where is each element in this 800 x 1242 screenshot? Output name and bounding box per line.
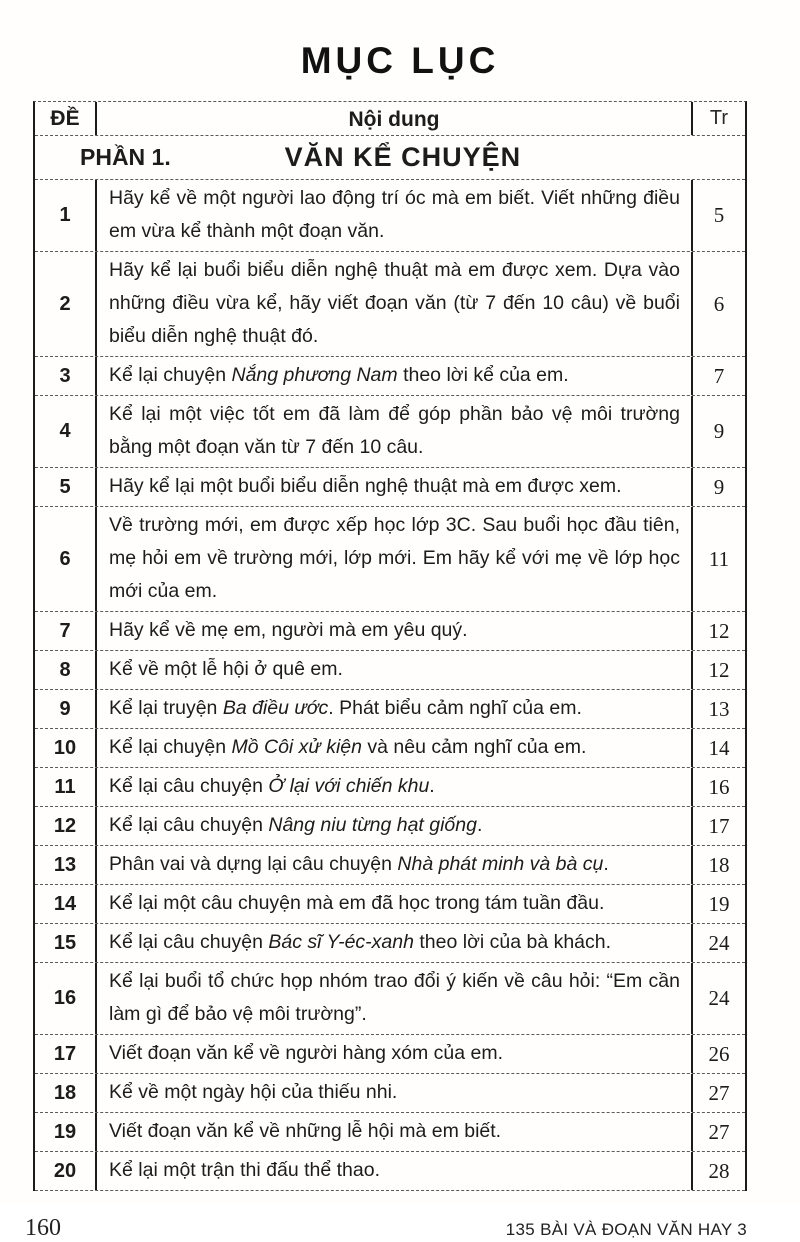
row-page-number: 5 <box>691 180 745 251</box>
table-row <box>35 807 745 846</box>
content-text: Hãy kể lại buổi biểu diễn nghệ thuật mà em được xem. Dựa vào những điều vừa kể, hãy viết đoạn văn (từ 7 đến 10 câu) về buổi biểu diễn nghệ thuật đó. <box>109 259 680 347</box>
content-text: Kể lại buổi tổ chức họp nhóm trao đổi ý kiến về câu hỏi: “Em cần làm gì để bảo vệ môi trường”. <box>109 970 680 1025</box>
row-content <box>97 1074 691 1112</box>
content-text: . <box>476 814 483 836</box>
row-number: 15 <box>35 924 97 962</box>
table-body <box>35 180 745 1191</box>
content-text: Kể lại chuyện <box>109 736 232 758</box>
table-row <box>35 768 745 807</box>
row-number: 11 <box>35 768 97 806</box>
row-page-number: 16 <box>691 768 745 806</box>
row-page-number: 9 <box>691 396 745 467</box>
row-page-number: 12 <box>691 651 745 689</box>
row-number: 14 <box>35 885 97 923</box>
content-text: Kể lại một việc tốt em đã làm để góp phần bảo vệ môi trường bằng một đoạn văn từ 7 đến 10 câu. <box>109 403 680 458</box>
row-number: 17 <box>35 1035 97 1073</box>
row-page-number: 6 <box>691 252 745 356</box>
row-number: 20 <box>35 1152 97 1190</box>
page-footer <box>25 1215 747 1242</box>
table-row <box>35 924 745 963</box>
story-title-italic: Nâng niu từng hạt giống <box>268 814 477 836</box>
page-title: MỤC LỤC <box>300 40 500 81</box>
row-content <box>97 507 691 611</box>
row-number: 6 <box>35 507 97 611</box>
row-number: 18 <box>35 1074 97 1112</box>
content-text: Hãy kể lại một buổi biểu diễn nghệ thuật mà em được xem. <box>109 475 622 497</box>
content-text: Kể lại câu chuyện <box>109 931 269 953</box>
row-content <box>97 729 691 767</box>
row-number: 19 <box>35 1113 97 1151</box>
row-content <box>97 180 691 251</box>
table-row <box>35 1152 745 1191</box>
content-text: . Phát biểu cảm nghĩ của em. <box>328 697 582 719</box>
row-page-number: 13 <box>691 690 745 728</box>
column-header-tr: Tr <box>691 102 745 135</box>
toc-table <box>33 101 747 1191</box>
row-page-number: 18 <box>691 846 745 884</box>
content-text: Kể về một ngày hội của thiếu nhi. <box>109 1081 398 1103</box>
row-number: 3 <box>35 357 97 395</box>
row-content <box>97 651 691 689</box>
section-title: VĂN KỂ CHUYỆN <box>284 142 522 172</box>
table-row <box>35 885 745 924</box>
content-text: Hãy kể về một người lao động trí óc mà em biết. Viết những điều em vừa kể thành một đoạn văn. <box>109 187 680 242</box>
table-row <box>35 507 745 612</box>
content-text: Kể lại một trận thi đấu thể thao. <box>109 1159 381 1181</box>
content-text: Kể về một lễ hội ở quê em. <box>109 658 343 680</box>
row-content <box>97 846 691 884</box>
row-page-number: 17 <box>691 807 745 845</box>
row-number: 12 <box>35 807 97 845</box>
content-text: Hãy kể về mẹ em, người mà em yêu quý. <box>109 619 468 641</box>
section-part-label: PHẦN 1. <box>80 144 171 170</box>
row-page-number: 7 <box>691 357 745 395</box>
table-row <box>35 1035 745 1074</box>
table-row <box>35 846 745 885</box>
footer-page-number: 160 <box>25 1215 61 1241</box>
content-text: theo lời kể của em. <box>397 364 569 386</box>
content-text: Kể lại câu chuyện <box>109 814 269 836</box>
story-title-italic: Bác sĩ Y-éc-xanh <box>268 931 414 953</box>
table-row <box>35 963 745 1035</box>
table-row <box>35 1074 745 1113</box>
table-row <box>35 729 745 768</box>
row-content <box>97 468 691 506</box>
row-content <box>97 963 691 1034</box>
content-text: Phân vai và dựng lại câu chuyện <box>109 853 398 875</box>
row-content <box>97 1113 691 1151</box>
row-content <box>97 357 691 395</box>
row-number: 8 <box>35 651 97 689</box>
row-content <box>97 396 691 467</box>
row-number: 4 <box>35 396 97 467</box>
content-text: Kể lại truyện <box>109 697 223 719</box>
table-row <box>35 1113 745 1152</box>
row-number: 16 <box>35 963 97 1034</box>
table-row <box>35 612 745 651</box>
row-page-number: 24 <box>691 963 745 1034</box>
row-content <box>97 768 691 806</box>
row-content <box>97 252 691 356</box>
row-content <box>97 807 691 845</box>
row-number: 1 <box>35 180 97 251</box>
story-title-italic: Nhà phát minh và bà cụ <box>397 853 604 875</box>
row-number: 13 <box>35 846 97 884</box>
content-text: Kể lại chuyện <box>109 364 232 386</box>
section-header-row <box>35 136 745 180</box>
row-page-number: 19 <box>691 885 745 923</box>
row-content <box>97 885 691 923</box>
table-row <box>35 357 745 396</box>
row-page-number: 12 <box>691 612 745 650</box>
content-text: theo lời của bà khách. <box>413 931 612 953</box>
row-page-number: 26 <box>691 1035 745 1073</box>
row-page-number: 14 <box>691 729 745 767</box>
row-number: 2 <box>35 252 97 356</box>
table-row <box>35 180 745 252</box>
table-row <box>35 396 745 468</box>
row-page-number: 27 <box>691 1113 745 1151</box>
row-number: 5 <box>35 468 97 506</box>
column-header-noi-dung: Nội dung <box>348 107 440 131</box>
content-text: Kể lại một câu chuyện mà em đã học trong tám tuần đầu. <box>109 892 605 914</box>
story-title-italic: Ba điều ước <box>222 697 329 719</box>
table-header-row <box>35 102 745 136</box>
row-content <box>97 690 691 728</box>
content-text: Về trường mới, em được xếp học lớp 3C. Sau buổi học đầu tiên, mẹ hỏi em về trường mới, lớp mới. Em hãy kể với mẹ về lớp học mới của em. <box>109 514 680 602</box>
content-text: Viết đoạn văn kể về những lễ hội mà em biết. <box>109 1120 502 1142</box>
story-title-italic: Nắng phương Nam <box>231 364 398 386</box>
row-page-number: 9 <box>691 468 745 506</box>
table-row <box>35 651 745 690</box>
row-page-number: 27 <box>691 1074 745 1112</box>
row-page-number: 28 <box>691 1152 745 1190</box>
row-page-number: 24 <box>691 924 745 962</box>
row-number: 10 <box>35 729 97 767</box>
column-header-de: ĐỀ <box>35 102 97 135</box>
table-row <box>35 690 745 729</box>
content-text: . <box>603 853 609 875</box>
content-text: Viết đoạn văn kể về người hàng xóm của em. <box>109 1042 504 1064</box>
row-number: 7 <box>35 612 97 650</box>
story-title-italic: Mồ Côi xử kiện <box>231 736 362 758</box>
story-title-italic: Ở lại với chiến khu <box>268 775 430 797</box>
row-page-number: 11 <box>691 507 745 611</box>
row-content <box>97 1035 691 1073</box>
table-row <box>35 468 745 507</box>
row-content <box>97 924 691 962</box>
row-content <box>97 1152 691 1190</box>
table-row <box>35 252 745 357</box>
row-content <box>97 612 691 650</box>
content-text: và nêu cảm nghĩ của em. <box>361 736 587 758</box>
content-text: Kể lại câu chuyện <box>109 775 269 797</box>
row-number: 9 <box>35 690 97 728</box>
footer-book-title: 135 BÀI VÀ ĐOẠN VĂN HAY 3 <box>505 1220 747 1239</box>
content-text: . <box>429 775 435 797</box>
